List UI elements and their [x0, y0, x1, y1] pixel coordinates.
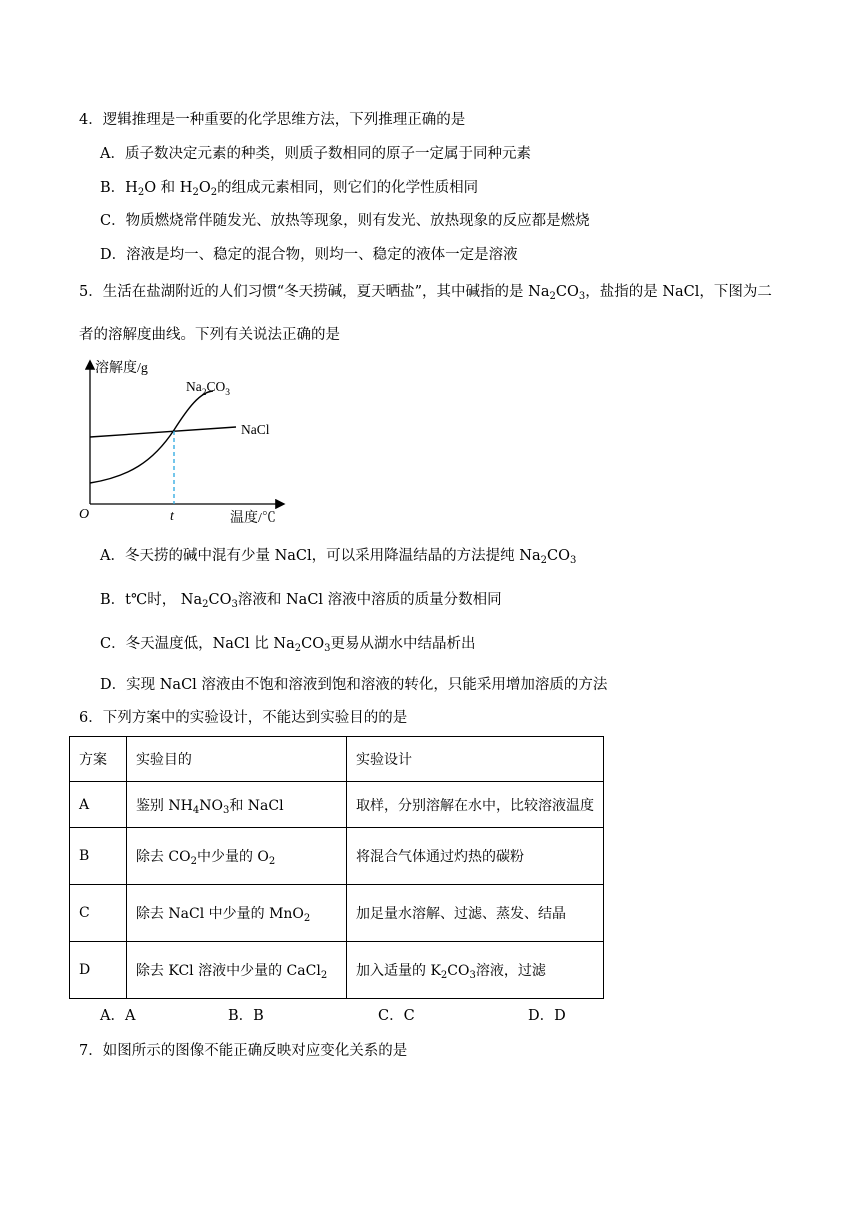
q7-stem: 7．如图所示的图像不能正确反映对应变化关系的是: [79, 1043, 408, 1059]
q5-stem-line1: 5．生活在盐湖附近的人们习惯“冬天捞碱，夏天晒盐”，其中碱指的是 $Na_2CO_3$，盐指的是 NaCl，下图为二: [79, 284, 772, 302]
origin-label: O: [79, 507, 90, 522]
curve-label-nacl: NaCl: [241, 422, 270, 437]
experiment-table: [69, 736, 604, 999]
na2co3-curve: [90, 391, 213, 483]
row-purpose: 除去 NaCl 中少量的 MnO$_2$: [126, 885, 346, 942]
row-id: A: [70, 782, 127, 828]
q5-option-b: B．t℃时， $Na_2CO_3$溶液和 NaCl 溶液中溶质的质量分数相同: [100, 592, 502, 610]
header-design: 实验设计: [347, 737, 604, 782]
q5-option-c: C．冬天温度低，NaCl 比 $Na_2CO_3$更易从湖水中结晶析出: [100, 636, 476, 654]
q6-stem: 6．下列方案中的实验设计，不能达到实验目的的是: [79, 710, 408, 726]
header-plan: 方案: [70, 737, 127, 782]
row-design: 加足量水溶解、过滤、蒸发、结晶: [347, 885, 604, 942]
row-id: C: [70, 885, 127, 942]
table-row: [70, 885, 604, 942]
row-design: 取样，分别溶解在水中，比较溶液温度: [347, 782, 604, 828]
t-tick-label: t: [170, 509, 174, 524]
header-purpose: 实验目的: [126, 737, 346, 782]
q6-choice-d: D．D: [528, 1008, 566, 1024]
row-design: 将混合气体通过灼热的碳粉: [347, 828, 604, 885]
q6-choice-a: A．A: [100, 1008, 136, 1024]
q5-stem-line2: 者的溶解度曲线。下列有关说法正确的是: [79, 327, 340, 343]
solubility-curve-graph: [78, 352, 288, 532]
q4-option-b: B．$H_2O$ 和 $H_2O_2$的组成元素相同，则它们的化学性质相同: [100, 180, 479, 198]
curve-label-na2co3: $Na_2CO_3$: [186, 379, 231, 398]
q6-choices: [100, 1006, 620, 1026]
row-purpose: 除去 KCl 溶液中少量的 CaCl$_2$: [126, 942, 346, 999]
row-id: B: [70, 828, 127, 885]
row-purpose: 除去 $CO_2$中少量的 $O_2$: [126, 828, 346, 885]
q6-choice-c: C．C: [378, 1008, 415, 1024]
q4-option-c: C．物质燃烧常伴随发光、放热等现象，则有发光、放热现象的反应都是燃烧: [100, 213, 590, 229]
q4-option-d: D．溶液是均一、稳定的混合物，则均一、稳定的液体一定是溶液: [100, 247, 518, 263]
y-axis-label: 溶解度/g: [95, 361, 148, 376]
table-row: [70, 942, 604, 999]
q5-option-d: D．实现 NaCl 溶液由不饱和溶液到饱和溶液的转化，只能采用增加溶质的方法: [100, 677, 608, 693]
row-purpose: 鉴别 $NH_4NO_3$和 NaCl: [126, 782, 346, 828]
q5-option-a: A．冬天捞的碱中混有少量 NaCl，可以采用降温结晶的方法提纯 $Na_2CO_3$: [100, 548, 577, 566]
q4-option-a: A．质子数决定元素的种类，则质子数相同的原子一定属于同种元素: [100, 146, 531, 162]
q4-stem: 4．逻辑推理是一种重要的化学思维方法，下列推理正确的是: [79, 112, 466, 128]
table-row: [70, 782, 604, 828]
q6-choice-b: B．B: [228, 1008, 264, 1024]
row-design: 加入适量的 $K_2CO_3$溶液，过滤: [347, 942, 604, 999]
table-row: [70, 828, 604, 885]
x-axis-label: 温度/℃: [230, 511, 276, 526]
nacl-curve: [90, 427, 236, 437]
table-header-row: [70, 737, 604, 782]
row-id: D: [70, 942, 127, 999]
